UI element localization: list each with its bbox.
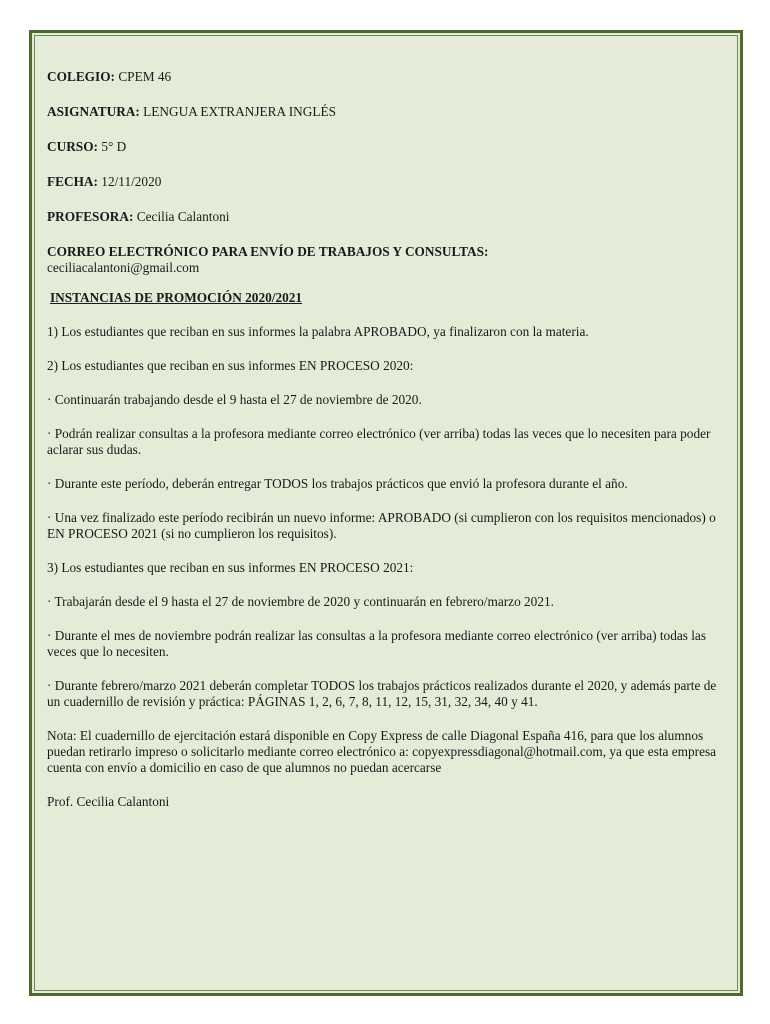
bullet-consultas: · Podrán realizar consultas a la profesora mediante correo electrónico (ver arriba) todas las veces que lo necesiten para poder aclarar sus dudas. <box>47 426 711 457</box>
curso-value: 5° D <box>101 139 127 154</box>
profesora-field <box>47 209 727 225</box>
paragraph-en-proceso-2021: 3) Los estudiantes que reciban en sus informes EN PROCESO 2021: <box>47 560 414 575</box>
fecha-value: 12/11/2020 <box>101 174 162 189</box>
signature: Prof. Cecilia Calantoni <box>47 794 170 809</box>
curso-field <box>47 139 727 155</box>
note-paragraph: Nota: El cuadernillo de ejercitación estará disponible en Copy Express de calle Diagonal España 416, para que los alumnos puedan retirarlo impreso o solicitarlo mediante correo electrónico a: copyexpressdiagonal@hotmail.com, ya que esta empresa cuenta con envío a domicilio en caso de que alumnos no puedan acercarse <box>47 728 717 775</box>
bullet-noviembre-consultas: · Durante el mes de noviembre podrán realizar las consultas a la profesora mediante correo electrónico (ver arriba) todas las veces que lo necesiten. <box>47 628 707 659</box>
bullet-nuevo-informe: · Una vez finalizado este período recibirán un nuevo informe: APROBADO (si cumplieron con los requisitos mencionados) o EN PROCESO 2021 (si no cumplieron los requisitos). <box>47 510 716 541</box>
asignatura-field <box>47 104 727 120</box>
bullet-entregar-trabajos: · Durante este período, deberán entregar TODOS los trabajos prácticos que envió la profesora durante el año. <box>47 476 628 491</box>
fecha-label: FECHA: <box>47 174 98 189</box>
correo-value: ceciliacalantoni@gmail.com <box>47 260 200 275</box>
colegio-field <box>47 69 727 85</box>
profesora-value: Cecilia Calantoni <box>136 209 230 224</box>
fecha-field <box>47 174 727 190</box>
asignatura-value: LENGUA EXTRANJERA INGLÉS <box>143 104 336 119</box>
colegio-label: COLEGIO: <box>47 69 115 84</box>
correo-label: CORREO ELECTRÓNICO PARA ENVÍO DE TRABAJOS Y CONSULTAS: <box>47 244 489 259</box>
paragraph-en-proceso-2020: 2) Los estudiantes que reciban en sus informes EN PROCESO 2020: <box>47 358 414 373</box>
bullet-trabajaran: · Trabajarán desde el 9 hasta el 27 de noviembre de 2020 y continuarán en febrero/marzo 2021. <box>47 594 554 609</box>
section-title: INSTANCIAS DE PROMOCIÓN 2020/2021 <box>50 290 303 305</box>
colegio-value: CPEM 46 <box>118 69 172 84</box>
document-page <box>29 30 743 996</box>
curso-label: CURSO: <box>47 139 98 154</box>
document-body <box>47 69 727 828</box>
bullet-continuaran: · Continuarán trabajando desde el 9 hasta el 27 de noviembre de 2020. <box>47 392 422 407</box>
asignatura-label: ASIGNATURA: <box>47 104 140 119</box>
bullet-febrero-marzo: · Durante febrero/marzo 2021 deberán completar TODOS los trabajos prácticos realizados durante el 2020, y además parte de un cuadernillo de revisión y práctica: PÁGINAS 1, 2, 6, 7, 8, 11, 12, 15, 31, 32, 34, 40 y 41. <box>47 678 717 709</box>
correo-field <box>47 244 727 276</box>
paragraph-aprobado: 1) Los estudiantes que reciban en sus informes la palabra APROBADO, ya finalizaron con la materia. <box>47 324 589 339</box>
profesora-label: PROFESORA: <box>47 209 134 224</box>
